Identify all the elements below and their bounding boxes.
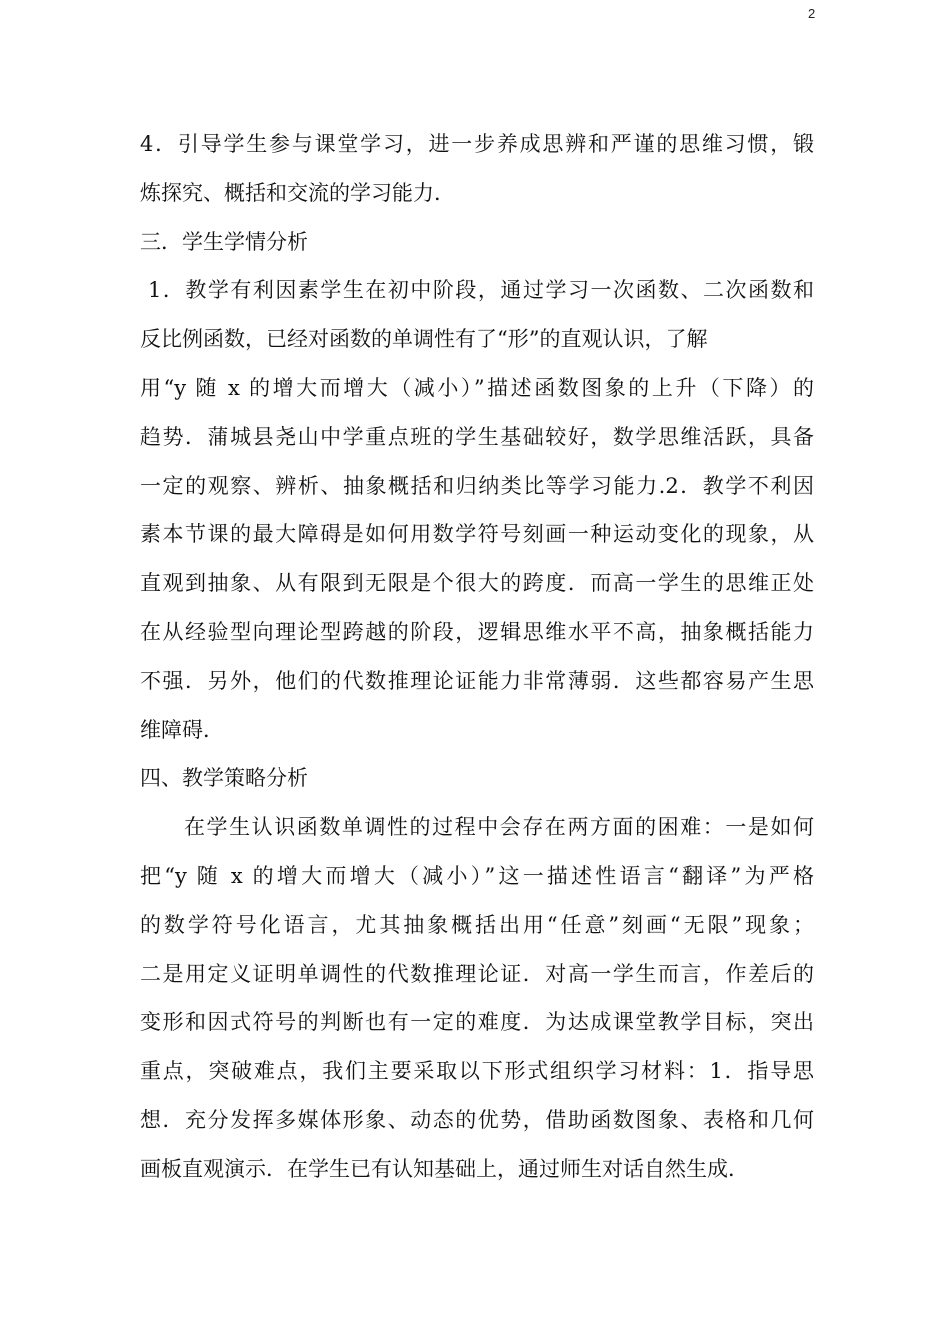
text-line: 不强．另外，他们的代数推理论证能力非常薄弱．这些都容易产生思 <box>140 668 814 693</box>
text-line: 反比例函数，已经对函数的单调性有了“形”的直观认识，了解 <box>140 327 708 352</box>
text-line: 三．学生学情分析 <box>140 229 308 254</box>
text-line: 直观到抽象、从有限到无限是个很大的跨度．而高一学生的思维正处 <box>140 571 814 596</box>
text-line: 想．充分发挥多媒体形象、动态的优势，借助函数图象、表格和几何 <box>140 1107 814 1132</box>
page-number: 2 <box>808 6 816 21</box>
text-line: 的数学符号化语言，尤其抽象概括出用“任意”刻画“无限”现象； <box>140 912 814 937</box>
text-line: 素本节课的最大障碍是如何用数学符号刻画一种运动变化的现象，从 <box>140 522 814 547</box>
text-line: 二是用定义证明单调性的代数推理论证．对高一学生而言，作差后的 <box>140 961 814 986</box>
document-body <box>140 120 814 1194</box>
text-line: 维障碍． <box>140 717 224 742</box>
text-line: 一定的观察、辨析、抽象概括和归纳类比等学习能力.2．教学不利因 <box>140 473 814 498</box>
text-line: 四、教学策略分析 <box>140 766 308 791</box>
text-line: 用“y 随 x 的增大而增大（减小）”描述函数图象的上升（下降）的 <box>140 375 814 400</box>
text-line: 趋势．蒲城县尧山中学重点班的学生基础较好，数学思维活跃，具备 <box>140 424 814 449</box>
text-line: 1．教学有利因素学生在初中阶段，通过学习一次函数、二次函数和 <box>148 278 814 303</box>
text-line: 在学生认识函数单调性的过程中会存在两方面的困难：一是如何 <box>184 815 814 840</box>
text-line: 在从经验型向理论型跨越的阶段，逻辑思维水平不高，抽象概括能力 <box>140 619 814 644</box>
text-line: 重点，突破难点，我们主要采取以下形式组织学习材料：1．指导思 <box>140 1059 814 1084</box>
text-line: 炼探究、概括和交流的学习能力． <box>140 180 455 205</box>
text-line: 画板直观演示．在学生已有认知基础上，通过师生对话自然生成． <box>140 1156 749 1181</box>
text-line: 变形和因式符号的判断也有一定的难度．为达成课堂教学目标，突出 <box>140 1010 814 1035</box>
text-line: 把“y 随 x 的增大而增大（减小）”这一描述性语言“翻译”为严格 <box>140 863 814 888</box>
text-line: 4．引导学生参与课堂学习，进一步养成思辨和严谨的思维习惯，锻 <box>140 132 814 156</box>
